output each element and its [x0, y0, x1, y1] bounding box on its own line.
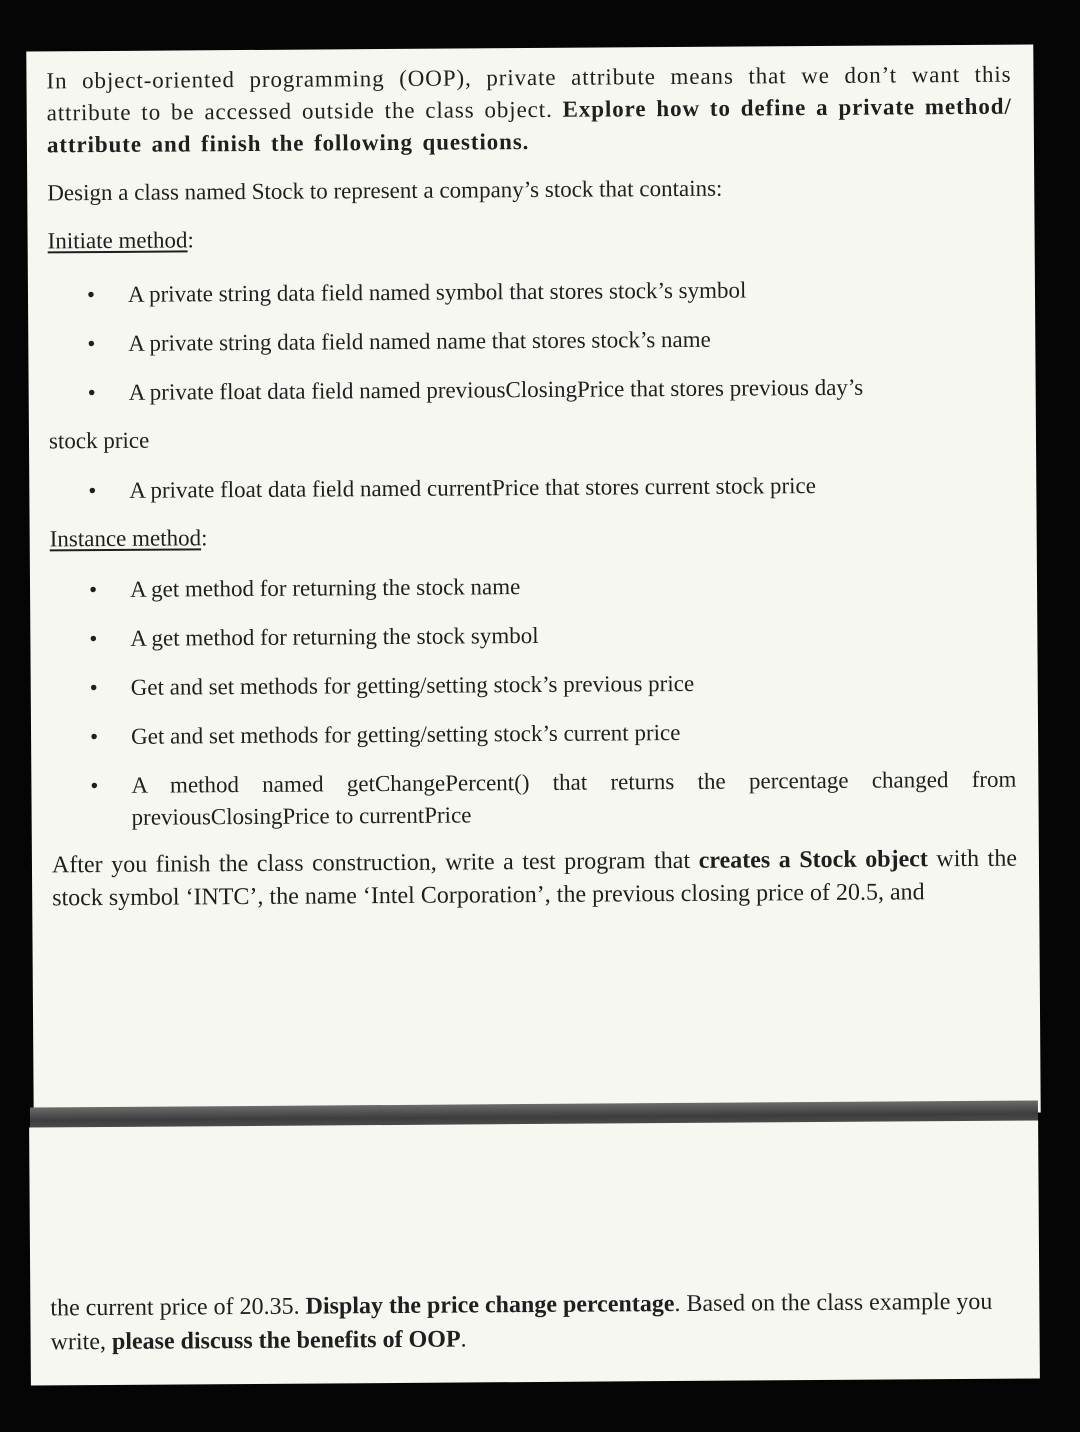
bullet-icon: • — [88, 478, 97, 504]
list-item-text: A get method for returning the stock symbol — [130, 622, 539, 651]
after-text: After you finish the class construction, write a test program that — [51, 847, 699, 879]
design-line: Design a class named Stock to represent a company’s stock that contains: — [47, 175, 723, 206]
list-item-text: A private string data field named symbol that stores stock’s symbol — [127, 277, 747, 307]
heading-colon: : — [200, 525, 208, 551]
bullet-icon: • — [87, 331, 96, 357]
heading-colon: : — [187, 227, 194, 253]
after-text-end: with the stock symbol ‘INTC’, the name ‘Intel Corporation’, the previous closing price of 20.5, and — [52, 845, 1018, 912]
continuation-text-mid: . Based on the class example you write, — [50, 1288, 993, 1356]
list-item-text: A method named getChangePercent() that returns the percentage changed from previousClosingPrice to currentPrice — [131, 766, 1017, 830]
list-item — [85, 469, 1014, 504]
list-item-text: A private float data field named previousClosingPrice that stores previous day’s — [128, 374, 864, 405]
bullet-icon: • — [89, 724, 99, 750]
document-page-top — [26, 44, 1040, 1119]
list-item — [87, 715, 1016, 750]
after-bold-text: creates a Stock object — [698, 846, 928, 874]
intro-text: In object-oriented programming (OOP), private attribute means that we don’t want this attribute to be accessed outside the class object. — [46, 61, 1012, 126]
list-item — [86, 568, 1015, 603]
list-item — [87, 764, 1017, 830]
bullet-icon: • — [87, 380, 96, 406]
bullet-icon: • — [89, 675, 98, 701]
instance-method-heading — [50, 522, 208, 555]
intro-bold-text: Explore how to define a private method/ attribute and finish the following questions. — [46, 93, 1012, 158]
initiate-method-heading — [47, 224, 194, 257]
bullet-icon: • — [86, 282, 96, 308]
continuation-text-end: . — [460, 1326, 467, 1353]
continuation-bold-text: Display the price change percentage — [305, 1291, 675, 1320]
list-item — [84, 273, 1013, 308]
list-item-text: A private float data field named currentPrice that stores current stock price — [129, 473, 816, 503]
list-item-text: Get and set methods for getting/setting stock’s previous price — [130, 670, 695, 700]
list-item-text: Get and set methods for getting/setting stock’s current price — [130, 719, 681, 749]
list-item — [85, 371, 1014, 406]
continuation-text: the current price of 20.35. — [50, 1293, 306, 1322]
continuation-bold-text-end: please discuss the benefits of OOP — [111, 1326, 461, 1355]
test-program-paragraph — [52, 843, 1017, 916]
list-item — [84, 322, 1013, 357]
continuation-paragraph — [50, 1285, 1017, 1360]
list-item — [86, 617, 1015, 652]
bullet-icon: • — [88, 577, 98, 603]
list-item-text: A private string data field named name that stores stock’s name — [128, 326, 711, 356]
intro-paragraph — [46, 59, 1012, 162]
list-item-text: A get method for returning the stock name — [129, 574, 521, 602]
list-item — [87, 666, 1016, 701]
list-item-wrap-text: stock price — [48, 427, 150, 454]
document-page-bottom — [29, 1120, 1040, 1385]
instance-heading-label: Instance method — [49, 525, 202, 552]
bullet-icon: • — [89, 626, 98, 652]
initiate-heading-label: Initiate method — [47, 227, 188, 254]
bullet-icon: • — [90, 773, 99, 799]
